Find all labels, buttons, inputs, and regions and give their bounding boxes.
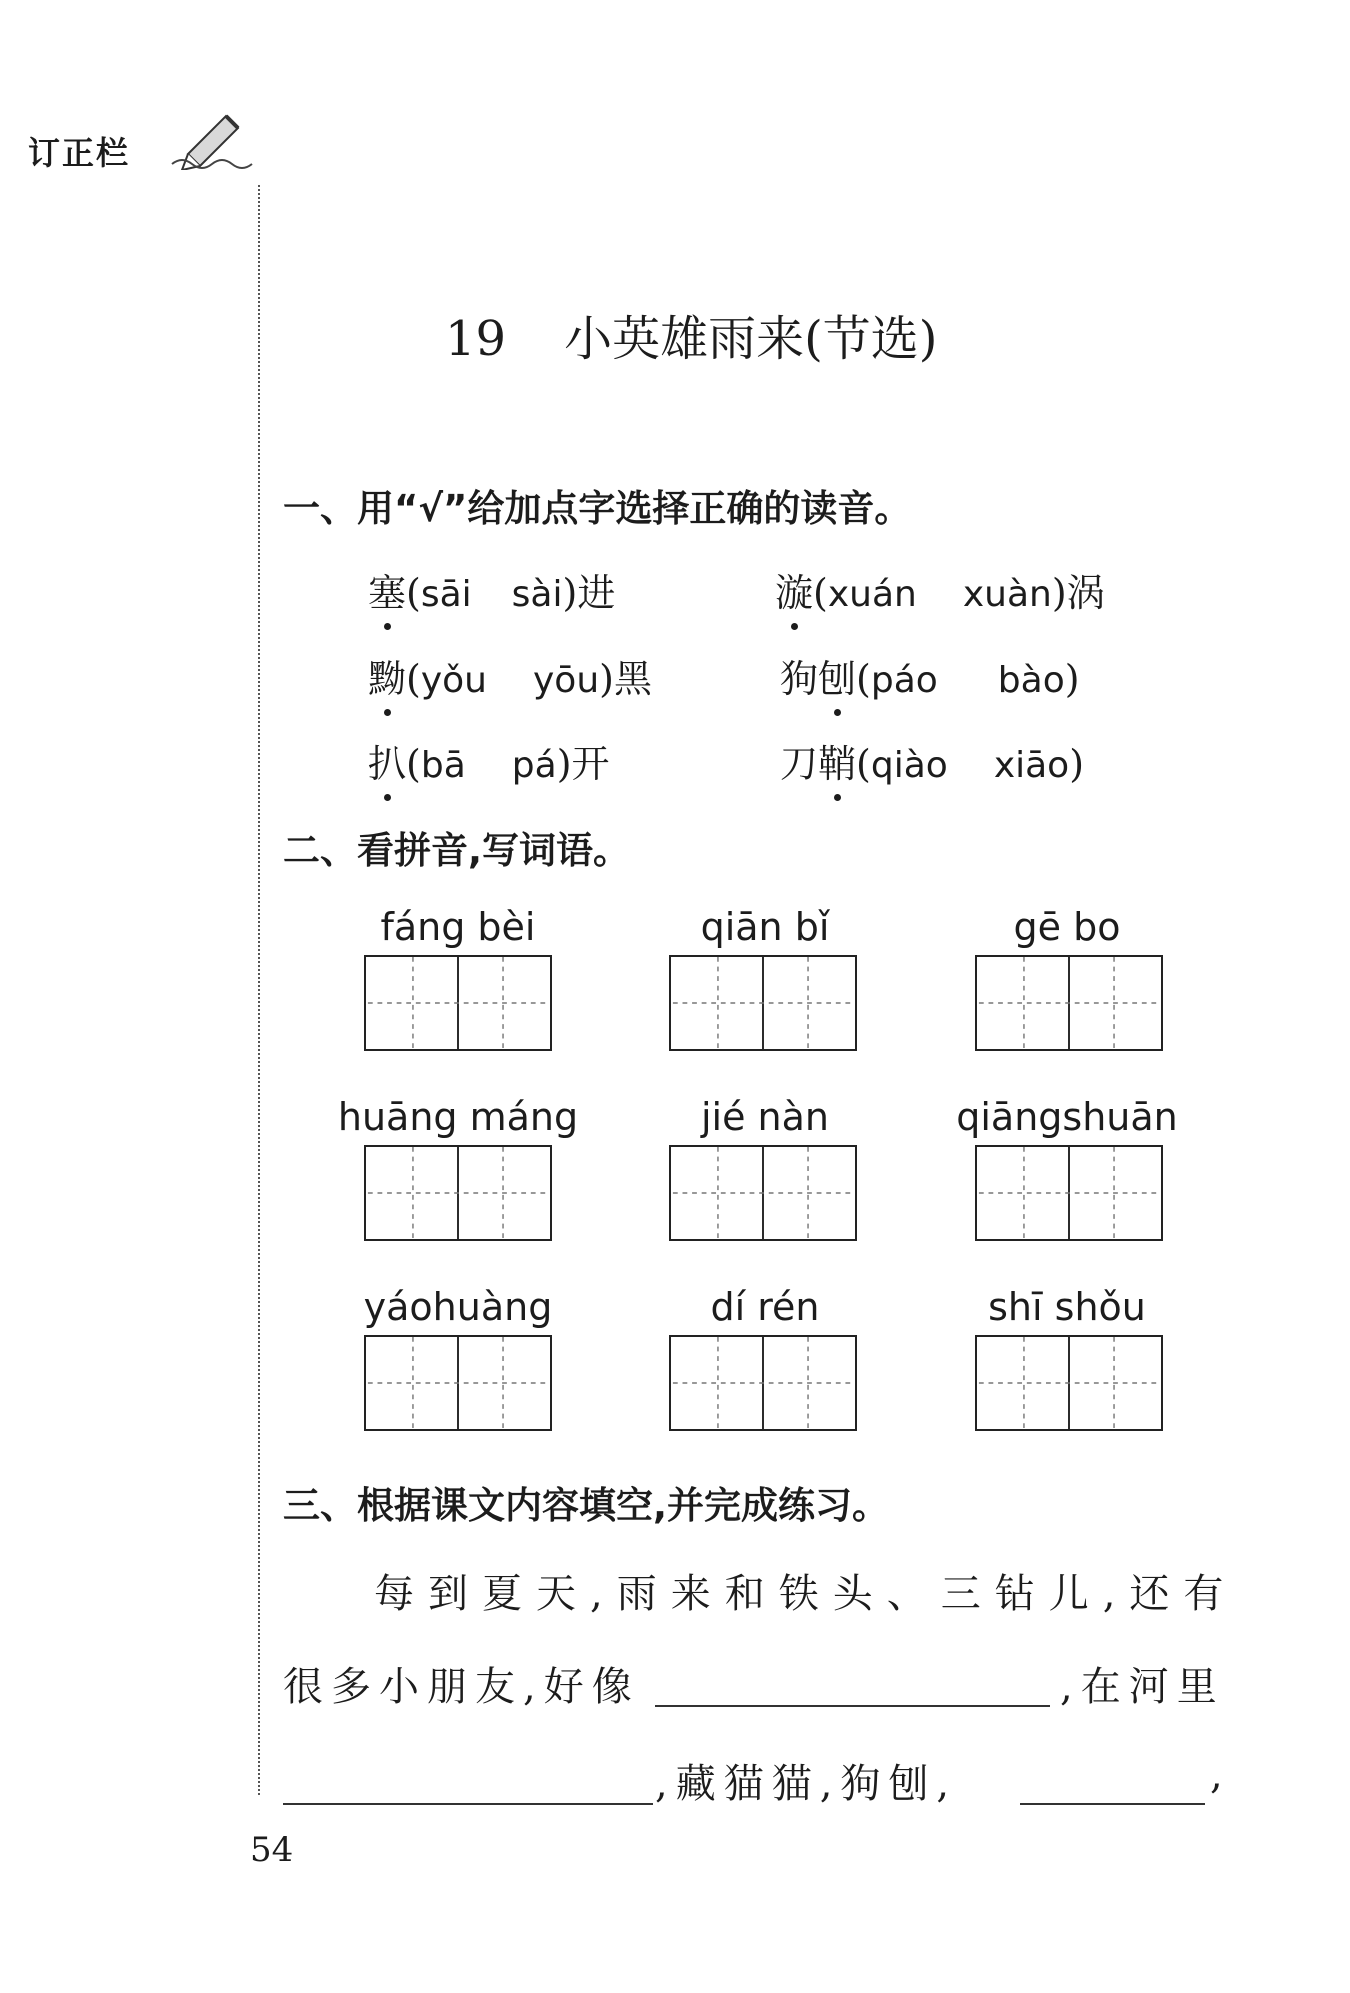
correction-column-label: 订正栏: [28, 134, 131, 172]
lesson-title: [445, 300, 938, 369]
word-pinyin: dí rén: [710, 1285, 820, 1329]
writing-grid[interactable]: [364, 1145, 552, 1241]
fill-blank[interactable]: [283, 1803, 653, 1805]
writing-grid[interactable]: [364, 955, 552, 1051]
pronunciation-item: 狗刨 (páo bào): [780, 648, 1080, 703]
pinyin-option[interactable]: sāi: [420, 574, 472, 615]
pinyin-option[interactable]: pá: [511, 745, 557, 786]
passage-line-2-end: ,在河里: [1060, 1664, 1225, 1710]
writing-grid[interactable]: [669, 1145, 857, 1241]
dotted-char: 刨: [818, 657, 856, 701]
word-pinyin: shī shǒu: [988, 1285, 1146, 1329]
fill-blank[interactable]: [655, 1705, 1050, 1707]
section1-heading: 一、用“√”给加点字选择正确的读音。: [283, 487, 912, 530]
dotted-char: 塞: [368, 571, 406, 615]
pinyin-option[interactable]: bào: [997, 660, 1065, 701]
word-pinyin: gē bo: [1013, 905, 1121, 949]
dotted-char: 黝: [368, 657, 406, 701]
section3-heading: 三、根据课文内容填空,并完成练习。: [283, 1484, 890, 1527]
writing-grid[interactable]: [669, 955, 857, 1051]
pronunciation-item: 漩 (xuán xuàn)涡: [775, 562, 1105, 617]
pronunciation-item: 扒 (bā pá)开: [368, 733, 610, 788]
word-pinyin: yáohuàng: [363, 1285, 553, 1329]
pronunciation-item: 刀鞘 (qiào xiāo): [780, 733, 1084, 788]
dotted-char: 漩: [775, 571, 813, 615]
lesson-number: 19: [445, 311, 507, 367]
writing-grid[interactable]: [975, 955, 1163, 1051]
word-pinyin: qiāngshuān: [956, 1095, 1178, 1139]
pinyin-option[interactable]: qiào: [870, 745, 948, 786]
pencil-icon: [168, 108, 258, 170]
word-pinyin: fáng bèi: [380, 905, 536, 949]
dotted-char: 扒: [368, 742, 406, 786]
margin-divider: [258, 185, 260, 1795]
pinyin-option[interactable]: yōu: [533, 660, 600, 701]
passage-line-2-start: 很多小朋友,好像: [283, 1664, 640, 1710]
word-pinyin: jié nàn: [700, 1095, 830, 1139]
pinyin-option[interactable]: páo: [870, 660, 938, 701]
passage-line-3-mid: ,藏猫猫,狗刨,: [655, 1761, 958, 1807]
writing-grid[interactable]: [364, 1335, 552, 1431]
writing-grid[interactable]: [669, 1335, 857, 1431]
pinyin-option[interactable]: xuàn: [962, 574, 1052, 615]
writing-grid[interactable]: [975, 1145, 1163, 1241]
pinyin-option[interactable]: bā: [420, 745, 466, 786]
passage-line-3-end: ,: [1210, 1752, 1223, 1798]
section2-heading: 二、看拼音,写词语。: [283, 829, 631, 872]
passage-line-1: 每到夏天,雨来和铁头、三钻儿,还有: [374, 1571, 1238, 1617]
fill-blank[interactable]: [1020, 1803, 1205, 1805]
pinyin-option[interactable]: xiāo: [993, 745, 1070, 786]
word-pinyin: huāng máng: [337, 1095, 579, 1139]
lesson-name: 小英雄雨来(节选): [564, 311, 938, 367]
pinyin-option[interactable]: yǒu: [420, 660, 487, 701]
page-number: 54: [250, 1830, 294, 1870]
word-pinyin: qiān bǐ: [700, 905, 830, 949]
dotted-char: 鞘: [818, 742, 856, 786]
pinyin-option[interactable]: sài: [511, 574, 563, 615]
pronunciation-item: 塞 (sāi sài)进: [368, 562, 615, 617]
writing-grid[interactable]: [975, 1335, 1163, 1431]
pronunciation-item: 黝 (yǒu yōu)黑: [368, 648, 652, 703]
pinyin-option[interactable]: xuán: [827, 574, 917, 615]
